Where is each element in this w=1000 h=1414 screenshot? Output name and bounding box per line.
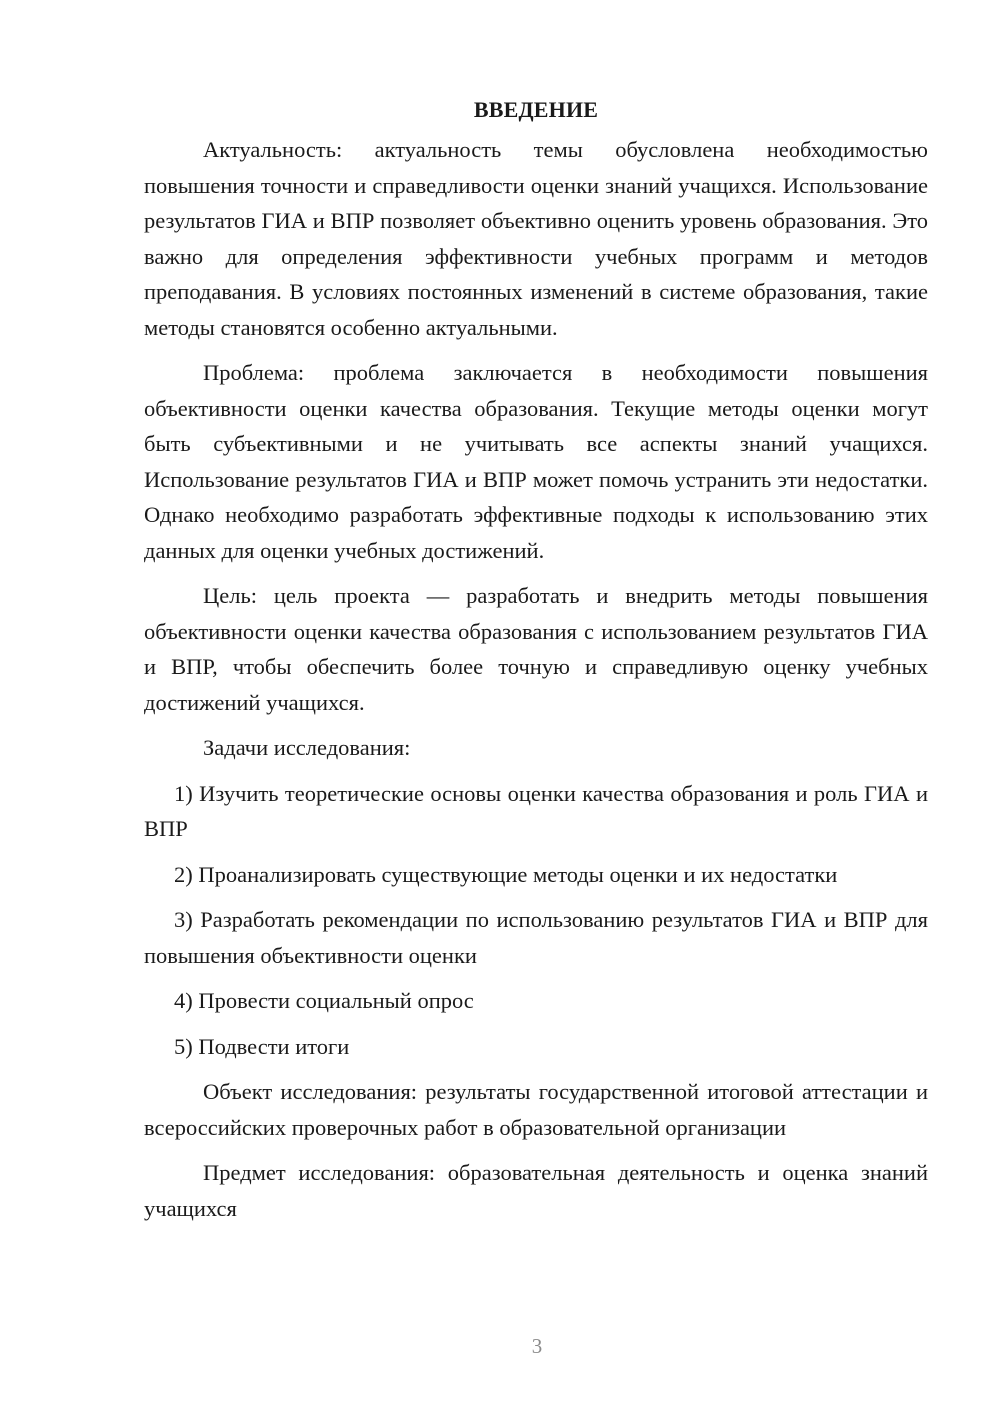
goal-paragraph: Цель: цель проекта — разработать и внедрить методы повышения объективности оценки качества образования с использованием результатов ГИА и ВПР, чтобы обеспечить более точную и справедливую оценку учебных достижений учащихся.	[144, 583, 928, 715]
relevance-paragraph: Актуальность: актуальность темы обусловлена необходимостью повышения точности и справедливости оценки знаний учащихся. Использование результатов ГИА и ВПР позволяет объективно оценить уровень образования. Это важно для определения эффективности учебных программ и методов преподавания. В условиях постоянных изменений в системе образования, такие методы становятся особенно актуальными.	[144, 137, 928, 340]
subject-paragraph: Предмет исследования: образовательная деятельность и оценка знаний учащихся	[144, 1160, 928, 1221]
page-content	[144, 92, 928, 1236]
tasks-title: Задачи исследования:	[203, 735, 411, 760]
task-item: 4) Провести социальный опрос	[174, 988, 474, 1013]
object-paragraph: Объект исследования: результаты государственной итоговой аттестации и всероссийских проверочных работ в образовательной организации	[144, 1079, 928, 1140]
problem-paragraph: Проблема: проблема заключается в необходимости повышения объективности оценки качества образования. Текущие методы оценки могут быть субъективными и не учитывать все аспекты знаний учащихся. Использование результатов ГИА и ВПР может помочь устранить эти недостатки. Однако необходимо разработать эффективные подходы к использованию этих данных для оценки учебных достижений.	[144, 360, 928, 563]
task-item: 2) Проанализировать существующие методы оценки и их недостатки	[174, 861, 838, 887]
task-item: 5) Подвести итоги	[174, 1033, 350, 1059]
page-title: ВВЕДЕНИЕ	[473, 97, 599, 122]
task-item: 1) Изучить теоретические основы оценки качества образования и роль ГИА и ВПР	[144, 780, 928, 841]
page-number: 3	[531, 1334, 543, 1358]
task-item: 3) Разработать рекомендации по использованию результатов ГИА и ВПР для повышения объективности оценки	[144, 907, 928, 968]
